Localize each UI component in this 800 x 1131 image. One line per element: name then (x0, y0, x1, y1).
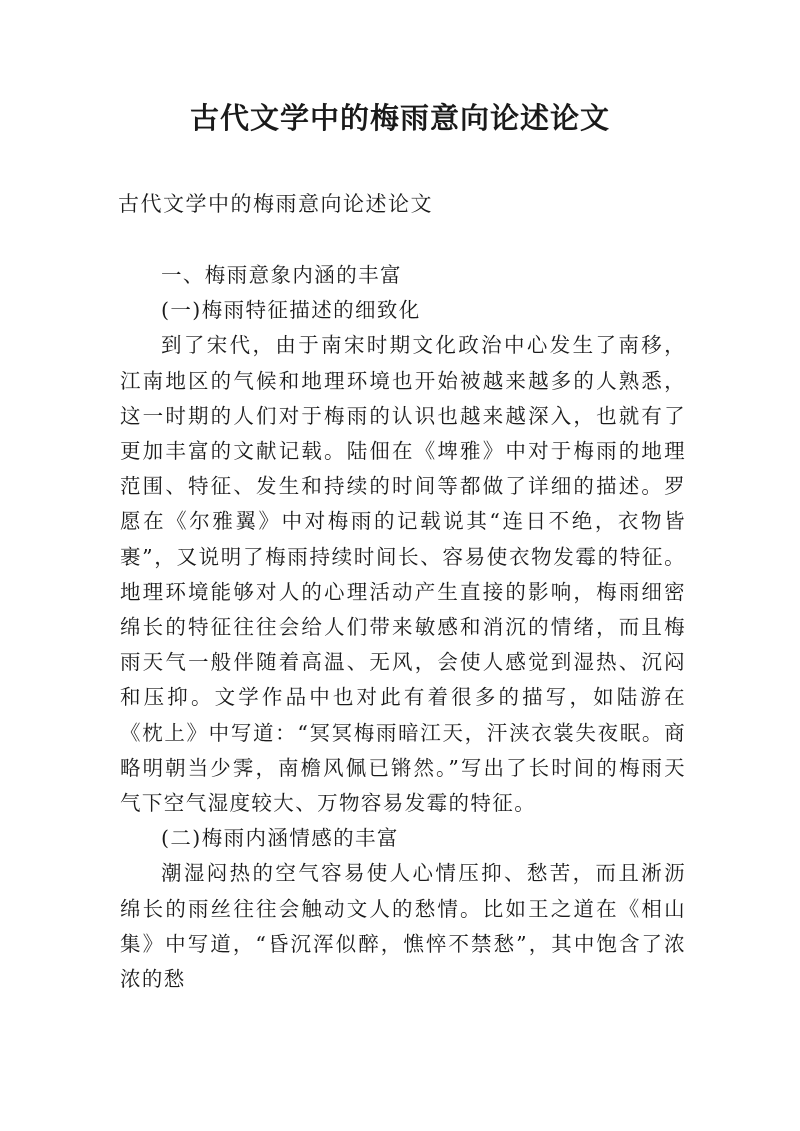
subsection-heading: (一)梅雨特征描述的细致化 (161, 298, 421, 323)
document-subtitle: 古代文学中的梅雨意向论述论文 (118, 192, 433, 216)
document-body (120, 258, 686, 997)
subsection-heading: (二)梅雨内涵情感的丰富 (161, 826, 399, 851)
body-paragraph: 到了宋代，由于南宋时期文化政治中心发生了南移，江南地区的气候和地理环境也开始被越来越多的人熟悉，这一时期的人们对于梅雨的认识也越来越深入，也就有了更加丰富的文献记载。陆佃在《埤雅》中对于梅雨的地理范围、特征、发生和持续的时间等都做了详细的描述。罗愿在《尔雅翼》中对梅雨的记载说其“连日不绝，衣物皆裹”，又说明了梅雨持续时间长、容易使衣物发霉的特征。地理环境能够对人的心理活动产生直接的影响，梅雨细密绵长的特征往往会给人们带来敏感和消沉的情绪，而且梅雨天气一般伴随着高温、无风，会使人感觉到湿热、沉闷和压抑。文学作品中也对此有着很多的描写，如陆游在《枕上》中写道：“冥冥梅雨暗江天，汗浃衣裳失夜眠。商略明朝当少霁，南檐风佩已锵然。”写出了长时间的梅雨天气下空气湿度较大、万物容易发霉的特征。 (120, 333, 686, 816)
document-title: 古代文学中的梅雨意向论述论文 (189, 101, 610, 135)
section-heading: 一、梅雨意象内涵的丰富 (161, 263, 402, 287)
body-paragraph: 潮湿闷热的空气容易使人心情压抑、愁苦，而且淅沥绵长的雨丝往往会触动文人的愁情。比如王之道在《相山集》中写道，“昏沉浑似醉，憔悴不禁愁”，其中饱含了浓浓的愁 (120, 861, 686, 992)
